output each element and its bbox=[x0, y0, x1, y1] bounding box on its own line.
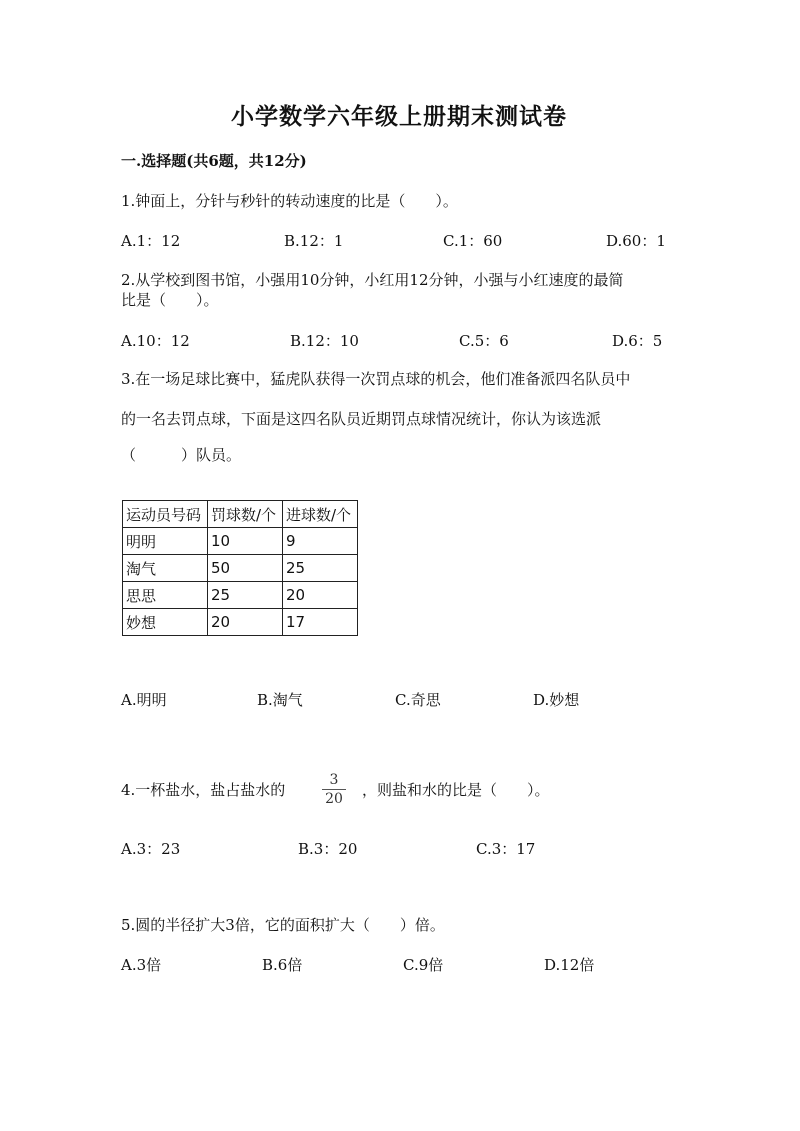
table-header-cell: 运动员号码 bbox=[123, 501, 208, 528]
q1-option-d[interactable]: D.60：1 bbox=[606, 232, 666, 250]
q5-option-d[interactable]: D.12倍 bbox=[544, 956, 595, 974]
q5-option-a[interactable]: A.3倍 bbox=[121, 956, 162, 974]
q3-option-a[interactable]: A.明明 bbox=[121, 691, 167, 709]
question-2-line-2: 比是（ ）。 bbox=[121, 291, 219, 309]
q3-option-b[interactable]: B.淘气 bbox=[257, 691, 303, 709]
q5-option-c[interactable]: C.9倍 bbox=[403, 956, 444, 974]
q2-option-a[interactable]: A.10：12 bbox=[121, 332, 190, 350]
table-cell: 明明 bbox=[123, 528, 208, 555]
fraction-bar bbox=[322, 789, 346, 790]
table-cell: 25 bbox=[208, 582, 283, 609]
q1-option-a[interactable]: A.1：12 bbox=[121, 232, 181, 250]
q2-option-b[interactable]: B.12：10 bbox=[290, 332, 359, 350]
table-cell: 20 bbox=[283, 582, 358, 609]
table-cell: 17 bbox=[283, 609, 358, 636]
question-1-text: 1.钟面上，分针与秒针的转动速度的比是（ ）。 bbox=[121, 192, 458, 210]
table-header-row bbox=[123, 501, 358, 528]
question-4-suffix: ，则盐和水的比是（ ）。 bbox=[362, 781, 550, 799]
fraction-three-twentieths bbox=[320, 772, 348, 807]
q1-option-b[interactable]: B.12：1 bbox=[284, 232, 344, 250]
table-row bbox=[123, 528, 358, 555]
question-3-line-1: 3.在一场足球比赛中，猛虎队获得一次罚点球的机会，他们准备派四名队员中 bbox=[121, 370, 631, 388]
fraction-denominator: 20 bbox=[325, 791, 343, 807]
q2-option-c[interactable]: C.5：6 bbox=[459, 332, 509, 350]
q3-option-d[interactable]: D.妙想 bbox=[533, 691, 580, 709]
q1-option-c[interactable]: C.1：60 bbox=[443, 232, 503, 250]
table-cell: 思思 bbox=[123, 582, 208, 609]
table-row bbox=[123, 555, 358, 582]
q4-option-a[interactable]: A.3：23 bbox=[121, 840, 181, 858]
table-cell: 9 bbox=[283, 528, 358, 555]
q3-option-c[interactable]: C.奇思 bbox=[395, 691, 441, 709]
table-cell: 淘气 bbox=[123, 555, 208, 582]
table-cell: 25 bbox=[283, 555, 358, 582]
question-4-prefix: 4.一杯盐水，盐占盐水的 bbox=[121, 781, 286, 799]
question-3-line-3: （ ）队员。 bbox=[121, 446, 242, 464]
section-heading: 一.选择题(共6题，共12分) bbox=[121, 152, 307, 170]
table-row bbox=[123, 609, 358, 636]
table-header-cell: 罚球数/个 bbox=[208, 501, 283, 528]
table-cell: 10 bbox=[208, 528, 283, 555]
table-header-cell: 进球数/个 bbox=[283, 501, 358, 528]
table-row bbox=[123, 582, 358, 609]
q2-option-d[interactable]: D.6：5 bbox=[612, 332, 663, 350]
q4-option-c[interactable]: C.3：17 bbox=[476, 840, 536, 858]
fraction-numerator: 3 bbox=[329, 772, 339, 788]
penalty-stats-table bbox=[122, 500, 358, 636]
table-cell: 50 bbox=[208, 555, 283, 582]
q4-option-b[interactable]: B.3：20 bbox=[298, 840, 358, 858]
page-title: 小学数学六年级上册期末测试卷 bbox=[231, 103, 567, 130]
q5-option-b[interactable]: B.6倍 bbox=[262, 956, 303, 974]
question-3-line-2: 的一名去罚点球，下面是这四名队员近期罚点球情况统计，你认为该选派 bbox=[121, 410, 602, 428]
table-cell: 20 bbox=[208, 609, 283, 636]
question-5-text: 5.圆的半径扩大3倍，它的面积扩大（ ）倍。 bbox=[121, 916, 445, 934]
table-cell: 妙想 bbox=[123, 609, 208, 636]
question-2-line-1: 2.从学校到图书馆，小强用10分钟，小红用12分钟，小强与小红速度的最简 bbox=[121, 271, 624, 289]
